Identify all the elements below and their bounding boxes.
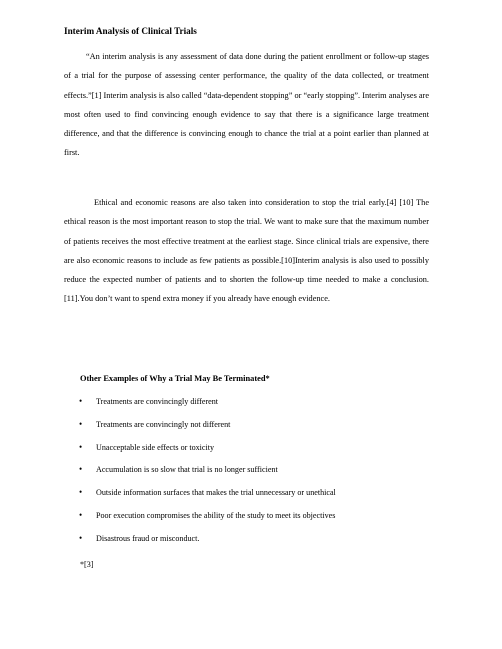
bullet-icon: • <box>79 441 83 452</box>
list-item <box>0 487 502 510</box>
bullet-icon: • <box>79 509 83 520</box>
list-item-text: Treatments are convincingly different <box>96 397 219 406</box>
bullet-icon: • <box>79 487 83 498</box>
termination-reasons-list <box>0 396 502 556</box>
paragraph-interim-definition: “An interim analysis is any assessment of data done during the patient enrollment or follow-up stages of a trial for the purpose of assessing center performance, the quality of the data collected, or treatment effects.”[1] Interim analysis is also called “data-dependent stopping” or “early stopping”. Interim analyses are most often used to find convincing enough evidence to say that there is a significance large treatment difference, and that the difference is convincing enough to chance the trial at a point earlier than planned at first. <box>64 52 430 158</box>
list-item-text: Unacceptable side effects or toxicity <box>96 442 215 452</box>
list-item <box>0 442 502 465</box>
list-item <box>0 510 502 533</box>
bullet-icon: • <box>79 396 83 406</box>
bullet-icon: • <box>79 532 83 543</box>
list-item-text: Disastrous fraud or misconduct. <box>96 533 200 543</box>
list-item <box>0 533 502 556</box>
section-subheading: Other Examples of Why a Trial May Be Terminated* <box>80 374 270 383</box>
list-item <box>0 396 502 419</box>
document-title: Interim Analysis of Clinical Trials <box>64 26 197 36</box>
list-item <box>0 419 502 442</box>
bullet-icon: • <box>79 418 83 429</box>
paragraph-ethical-economic-reasons: Ethical and economic reasons are also taken into consideration to stop the trial early.[4] [10] The ethical reason is the most important reason to stop the trial. We want to make sure that the maximum number of patients receives the most effective treatment at the earliest stage. Since clinical trials are expensive, there are also economic reasons to include as few patients as possible.[10]Interim analysis is also used to possibly reduce the expected number of patients and to shorten the follow-up time needed to make a conclusion. [11].You don’t want to spend extra money if you already have enough evidence. <box>64 198 429 304</box>
list-item-text: Treatments are convincingly not different <box>96 419 231 429</box>
list-item <box>0 464 502 487</box>
list-item-text: Outside information surfaces that makes the trial unnecessary or unethical <box>96 488 336 498</box>
bullet-icon: • <box>79 464 83 475</box>
list-item-text: Accumulation is so slow that trial is no longer sufficient <box>96 465 278 475</box>
footnote-reference: *[3] <box>80 560 94 569</box>
list-item-text: Poor execution compromises the ability of the study to meet its objectives <box>96 510 336 520</box>
